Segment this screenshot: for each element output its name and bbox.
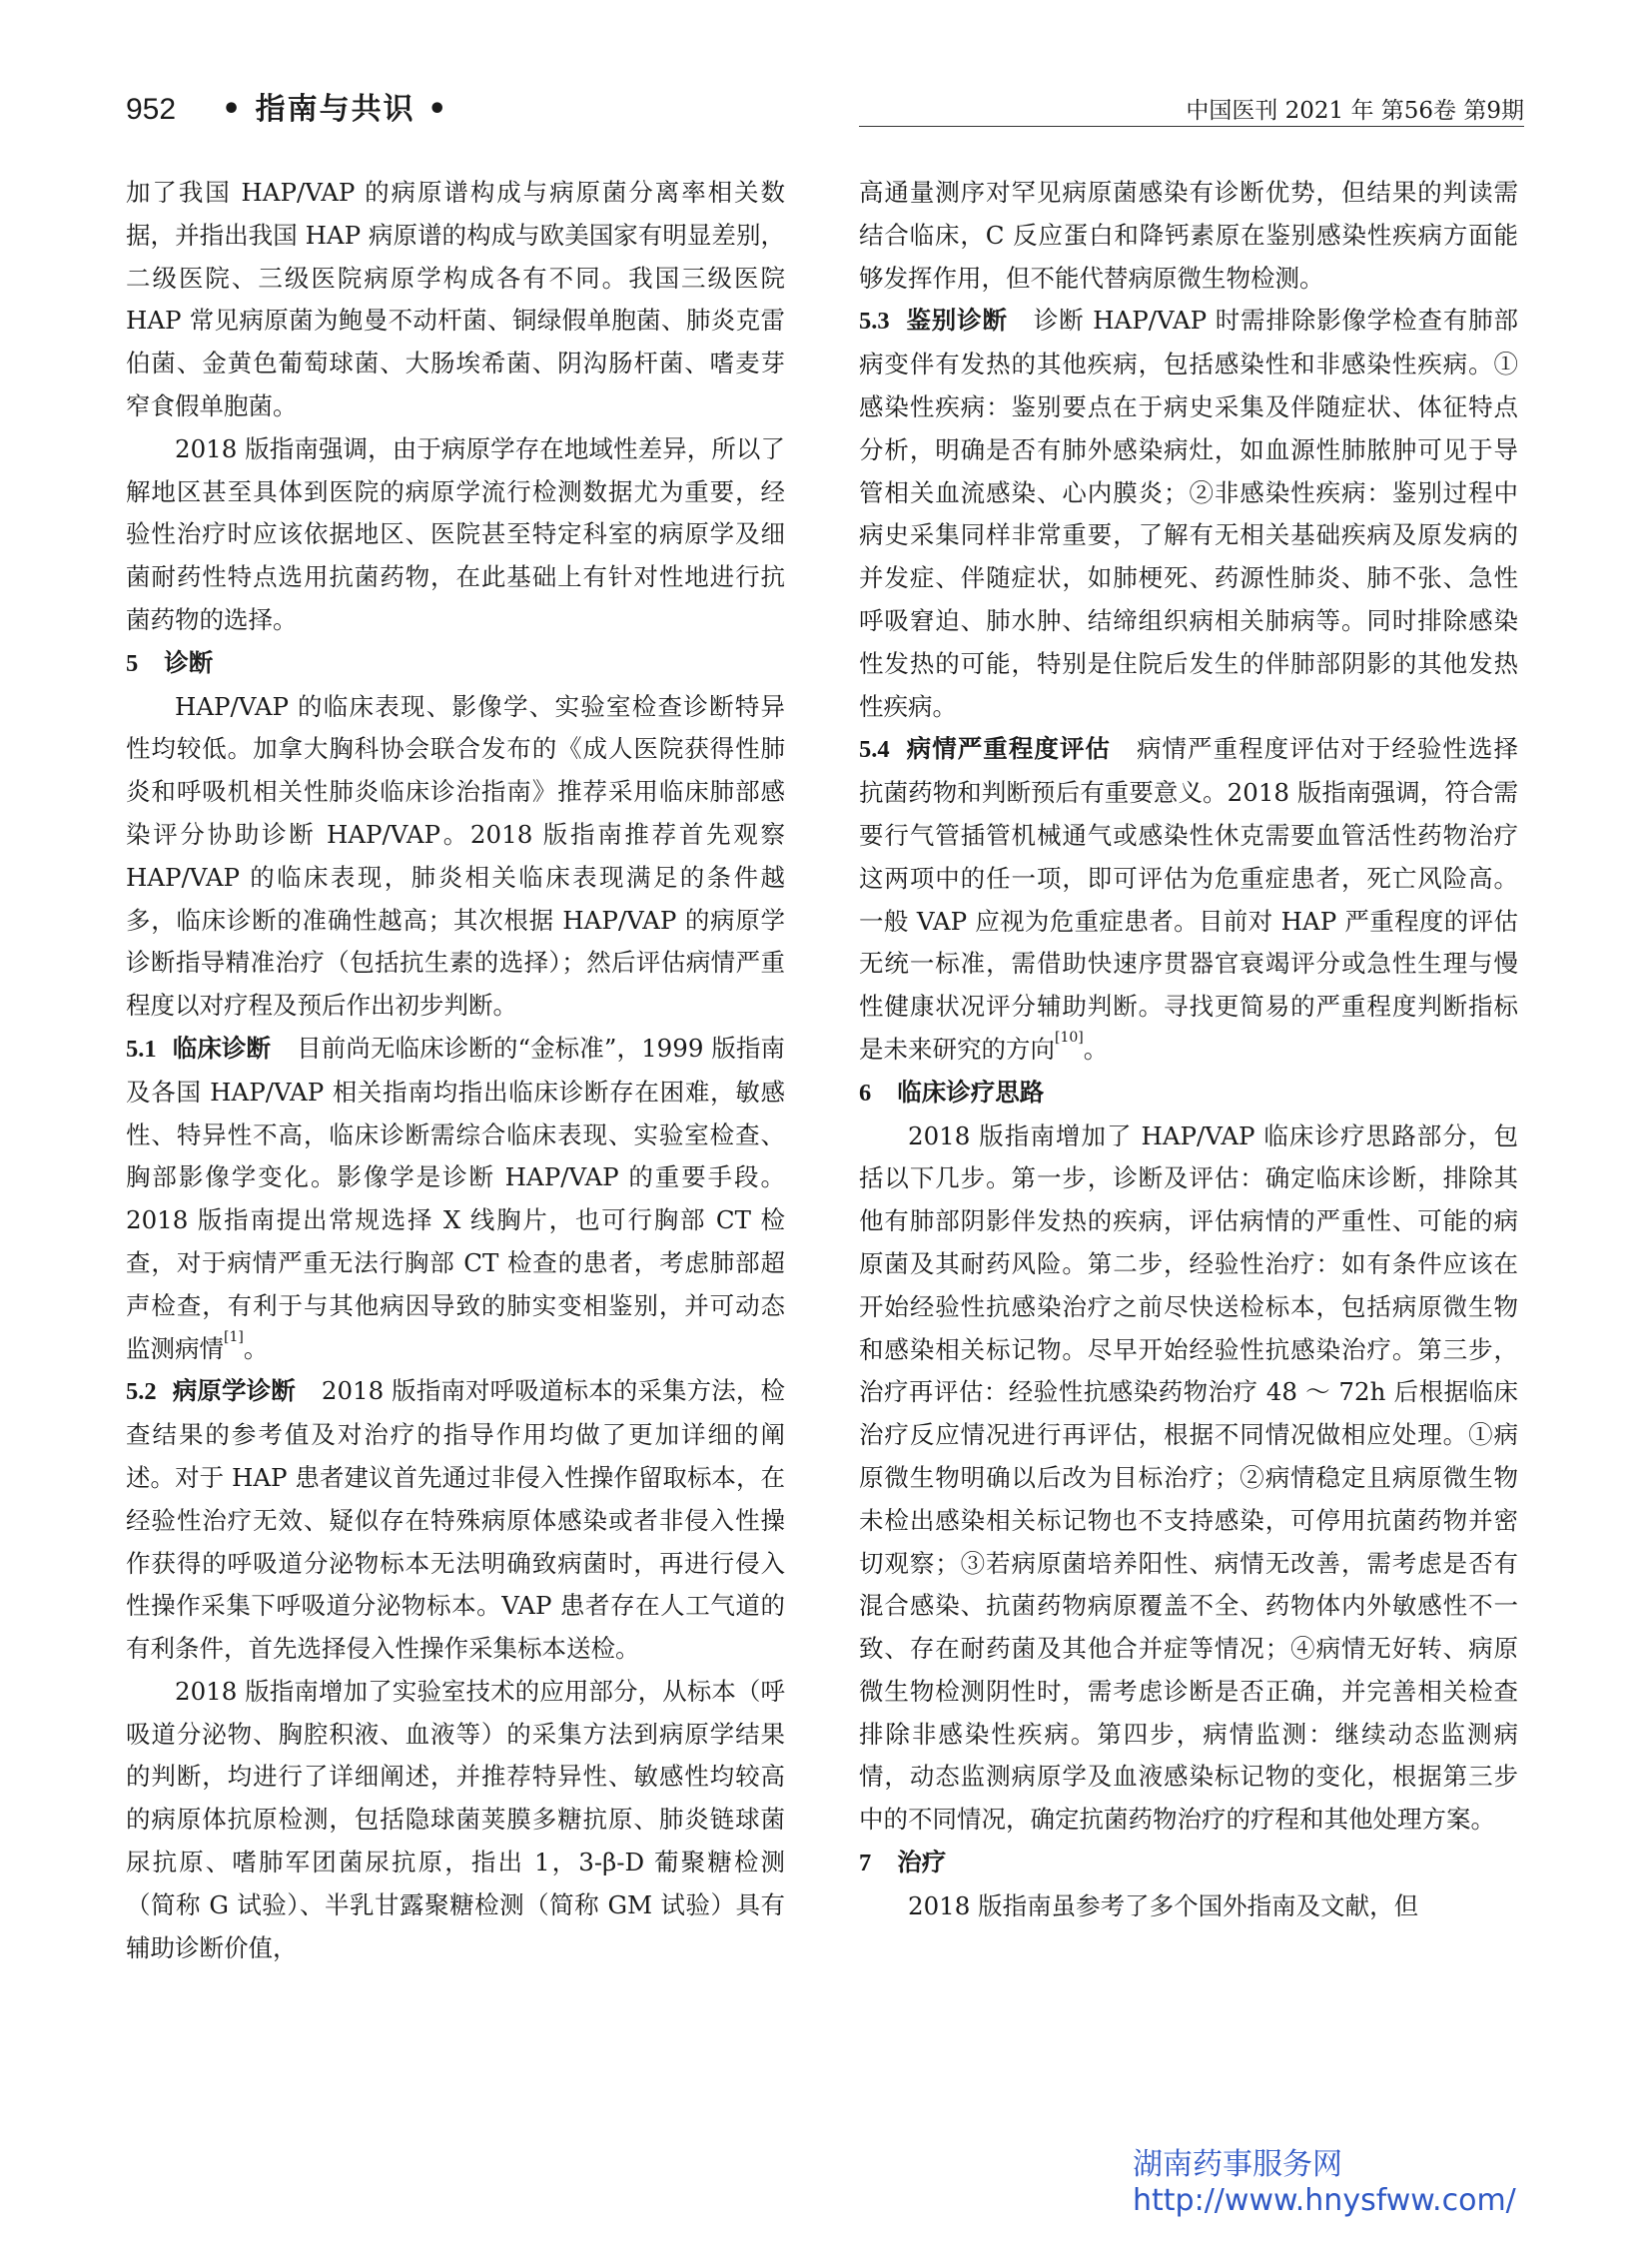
subsection-number: 5.2	[126, 1378, 157, 1406]
subsection-number: 5.4	[859, 736, 890, 764]
subsection-paragraph	[859, 728, 1518, 1071]
section-title: 临床诊疗思路	[897, 1077, 1045, 1107]
subsection-paragraph	[859, 300, 1518, 728]
paragraph: 高通量测序对罕见病原菌感染有诊断优势，但结果的判读需结合临床，C 反应蛋白和降钙素原在鉴别感染性疾病方面能够发挥作用，但不能代替病原微生物检测。	[859, 178, 1518, 293]
subsection-heading	[859, 734, 1137, 763]
watermark-site-name: 湖南药事服务网	[1133, 2147, 1342, 2182]
left-column	[126, 172, 785, 1969]
section-title: 诊断	[164, 647, 214, 677]
subsection-heading	[126, 1376, 322, 1405]
header-rule	[859, 126, 1524, 127]
paragraph: 2018 版指南虽参考了多个国外指南及文献，但	[908, 1890, 1419, 1920]
citation: [1]	[224, 1328, 244, 1345]
paragraph-end: 。	[243, 1333, 269, 1363]
watermark-url: http://www.hnysfww.com/	[1133, 2183, 1516, 2218]
paragraph: HAP/VAP 的临床表现、影像学、实验室检查诊断特异性均较低。加拿大胸科协会联合发布的《成人医院获得性肺炎和呼吸机相关性肺炎临床诊治指南》推荐采用临床肺部感染评分协助诊断 HAP/VAP。2018 版指南推荐首先观察 HAP/VAP 的临床表现，肺炎相关临床表现满足的条件越多，临床诊断的准确性越高；其次根据 HAP/VAP 的病原学诊断指导精准治疗（包括抗生素的选择）；然后评估病情严重程度以对疗程及预后作出初步判断。	[126, 691, 785, 1021]
page-number: 952	[126, 93, 177, 126]
subsection-title: 病原学诊断	[172, 1376, 296, 1406]
subsection-paragraph	[126, 1028, 785, 1370]
paragraph-text: 诊断 HAP/VAP 时需排除影像学检查有肺部病变伴有发热的其他疾病，包括感染性和非感染性疾病。①感染性疾病：鉴别要点在于病史采集及伴随症状、体征特点分析，明确是否有肺外感染病灶，如血源性肺脓肿可见于导管相关血流感染、心内膜炎；②非感染性疾病：鉴别过程中病史采集同样非常重要，了解有无相关基础疾病及原发病的并发症、伴随症状，如肺梗死、药源性肺炎、肺不张、急性呼吸窘迫、肺水肿、结缔组织病相关肺病等。同时排除感染性发热的可能，特别是住院后发生的伴肺部阴影的其他发热性疾病。	[859, 306, 1518, 721]
subsection-title: 鉴别诊断	[905, 306, 1008, 336]
right-column	[859, 172, 1518, 1928]
section-heading	[859, 1842, 1518, 1885]
section-number: 5	[126, 649, 139, 677]
section-number: 7	[859, 1850, 872, 1877]
section-number: 6	[859, 1079, 872, 1107]
paragraph: 2018 版指南增加了实验室技术的应用部分，从标本（呼吸道分泌物、胸腔积液、血液等）的采集方法到病原学结果的判断，均进行了详细阐述，并推荐特异性、敏感性均较高的病原体抗原检测，包括隐球菌荚膜多糖抗原、肺炎链球菌尿抗原、嗜肺军团菌尿抗原，指出 1，3-β-D 葡聚糖检测（简称 G 试验）、半乳甘露聚糖检测（简称 GM 试验）具有辅助诊断价值，	[126, 1676, 785, 1962]
section-title: 治疗	[897, 1848, 947, 1877]
paragraph: 2018 版指南强调，由于病原学存在地域性差异，所以了解地区甚至具体到医院的病原学流行检测数据尤为重要，经验性治疗时应该依据地区、医院甚至特定科室的病原学及细菌耐药性特点选用抗菌药物，在此基础上有针对性地进行抗菌药物的选择。	[126, 433, 785, 634]
subsection-number: 5.3	[859, 308, 890, 336]
citation: [10]	[1055, 1029, 1084, 1046]
subsection-heading	[859, 306, 1034, 335]
paragraph-text: 目前尚无临床诊断的“金标准”，1999 版指南及各国 HAP/VAP 相关指南均指出临床诊断存在困难，敏感性、特异性不高，临床诊断需综合临床表现、实验室检查、胸部影像学变化。影像学是诊断 HAP/VAP 的重要手段。2018 版指南提出常规选择 X 线胸片，也可行胸部 CT 检查，对于病情严重无法行胸部 CT 检查的患者，考虑肺部超声检查，有利于与其他病因导致的肺实变相鉴别，并可动态监测病情	[126, 1033, 786, 1363]
paragraph: 加了我国 HAP/VAP 的病原谱构成与病原菌分离率相关数据，并指出我国 HAP 病原谱的构成与欧美国家有明显差别，二级医院、三级医院病原学构成各有不同。我国三级医院 HAP 常见病原菌为鲍曼不动杆菌、铜绿假单胞菌、肺炎克雷伯菌、金黄色葡萄球菌、大肠埃希菌、阴沟肠杆菌、嗜麦芽窄食假单胞菌。	[126, 178, 785, 420]
section-heading	[126, 642, 785, 686]
paragraph-text: 病情严重程度评估对于经验性选择抗菌药物和判断预后有重要意义。2018 版指南强调，符合需要行气管插管机械通气或感染性休克需要血管活性药物治疗这两项中的任一项，即可评估为危重症患者，死亡风险高。一般 VAP 应视为危重症患者。目前对 HAP 严重程度的评估无统一标准，需借助快速序贯器官衰竭评分或急性生理与慢性健康状况评分辅助判断。寻找更简易的严重程度判断指标是未来研究的方向	[859, 734, 1518, 1064]
watermark	[1133, 2147, 1516, 2219]
journal-info: 中国医刊 2021 年 第56卷 第9期	[1186, 98, 1524, 124]
subsection-heading	[126, 1034, 297, 1063]
subsection-paragraph	[126, 1370, 785, 1671]
subsection-title: 临床诊断	[172, 1033, 272, 1063]
paragraph-end: 。	[1083, 1034, 1109, 1064]
paragraph: 2018 版指南增加了 HAP/VAP 临床诊疗思路部分，包括以下几步。第一步，诊断及评估：确定临床诊断，排除其他有肺部阴影伴发热的疾病，评估病情的严重性、可能的病原菌及其耐药风险。第二步，经验性治疗：如有条件应该在开始经验性抗感染治疗之前尽快送检标本，包括病原微生物和感染相关标记物。尽早开始经验性抗感染治疗。第三步，治疗再评估：经验性抗感染药物治疗 48 ～ 72h 后根据临床治疗反应情况进行再评估，根据不同情况做相应处理。①病原微生物明确以后改为目标治疗；②病情稳定且病原微生物未检出感染相关标记物也不支持感染，可停用抗菌药物并密切观察；③若病原菌培养阳性、病情无改善，需考虑是否有混合感染、抗菌药物病原覆盖不全、药物体内外敏感性不一致、存在耐药菌及其他合并症等情况；④病情无好转、病原微生物检测阴性时，需考虑诊断是否正确，并完善相关检查排除非感染性疾病。第四步，病情监测：继续动态监测病情，动态监测病原学及血液感染标记物的变化，根据第三步中的不同情况，确定抗菌药物治疗的疗程和其他处理方案。	[859, 1120, 1518, 1835]
page-header	[126, 92, 1524, 128]
subsection-title: 病情严重程度评估	[905, 734, 1111, 764]
subsection-number: 5.1	[126, 1035, 157, 1063]
section-heading	[859, 1072, 1518, 1116]
section-tag: • 指南与共识 •	[222, 92, 449, 127]
paragraph-text: 2018 版指南对呼吸道标本的采集方法，检查结果的参考值及对治疗的指导作用均做了更加详细的阐述。对于 HAP 患者建议首先通过非侵入性操作留取标本，在经验性治疗无效、疑似存在特殊病原体感染或者非侵入性操作获得的呼吸道分泌物标本无法明确致病菌时，再进行侵入性操作采集下呼吸道分泌物标本。VAP 患者存在人工气道的有利条件，首先选择侵入性操作采集标本送检。	[126, 1376, 786, 1664]
